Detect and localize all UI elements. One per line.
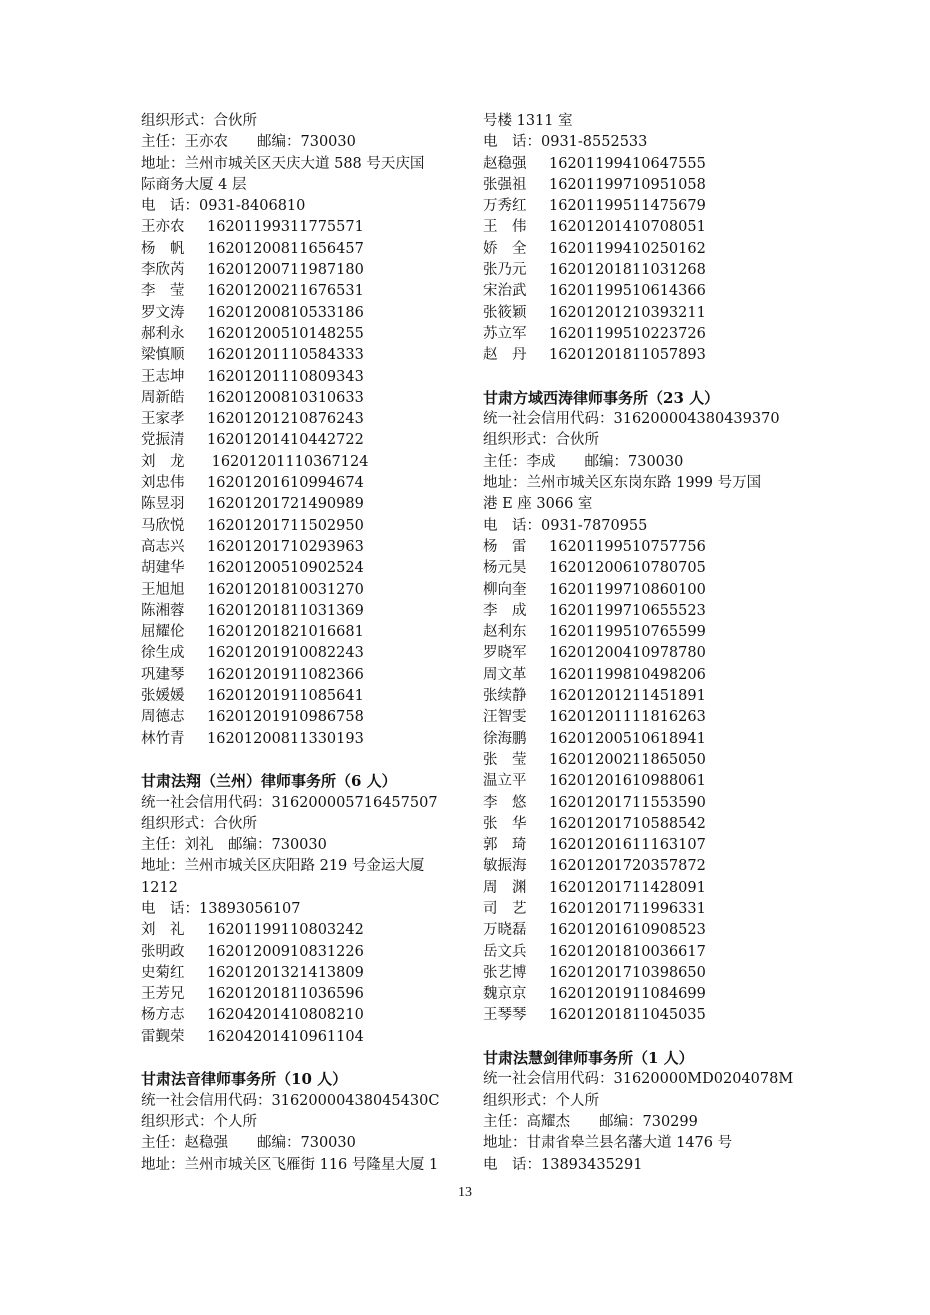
left-column — [141, 111, 461, 1176]
lawyer-name: 赵 丹 — [483, 347, 527, 364]
lawyer-row — [483, 175, 803, 196]
lawyer-row — [141, 516, 461, 537]
lawyer-row — [141, 494, 461, 515]
lawyer-name: 周 渊 — [483, 879, 527, 896]
license-number: 16201201911082366 — [207, 666, 364, 683]
license-number: 16201201810031270 — [207, 581, 364, 598]
lawyer-name: 张艺博 — [483, 964, 527, 981]
lawyer-name: 娇 全 — [483, 240, 527, 257]
lawyer-row — [141, 580, 461, 601]
lawyer-name: 敏振海 — [483, 858, 527, 875]
lawyer-name: 李 莹 — [141, 283, 185, 300]
license-number: 16201199510614366 — [549, 283, 706, 300]
license-number: 16201200811330193 — [207, 730, 364, 747]
lawyer-row — [141, 537, 461, 558]
lawyer-row — [483, 899, 803, 920]
license-number: 16201201911085641 — [207, 688, 364, 705]
license-number: 16201201910986758 — [207, 709, 364, 726]
address-line: 际商务大厦 4 层 — [141, 176, 247, 193]
lawyer-name: 汪智雯 — [483, 709, 527, 726]
lawyer-row — [483, 537, 803, 558]
license-number: 16201199710951058 — [549, 176, 706, 193]
license-number: 16201201811045035 — [549, 1007, 706, 1024]
firm-title: 甘肃法翔（兰州）律师事务所（6 人） — [141, 772, 397, 791]
lawyer-row — [141, 367, 461, 388]
lawyer-name: 徐生成 — [141, 645, 185, 662]
lawyer-row — [141, 686, 461, 707]
lawyer-list — [483, 537, 803, 1027]
license-number: 16201199710655523 — [549, 602, 706, 619]
license-number: 16201200510148255 — [207, 325, 364, 342]
address-line: 地址：兰州市城关区飞雁街 116 号隆星大厦 1 — [141, 1156, 439, 1173]
lawyer-name: 张乃元 — [483, 262, 527, 279]
license-number: 16201199410647555 — [549, 155, 706, 172]
lawyer-name: 郭 琦 — [483, 837, 527, 854]
license-number: 16201201111816263 — [549, 709, 706, 726]
credit-code: 统一社会信用代码：316200005716457507 — [141, 794, 438, 811]
license-number: 16201201610908523 — [549, 922, 706, 939]
lawyer-name: 罗文涛 — [141, 304, 185, 321]
address-line: 地址：兰州市城关区东岗东路 1999 号万国 — [483, 475, 762, 492]
lawyer-row — [141, 388, 461, 409]
lawyer-name: 李欣芮 — [141, 262, 185, 279]
license-number: 16201201721490989 — [207, 496, 364, 513]
director-postcode: 主任：李成 邮编：730030 — [483, 453, 684, 470]
license-number: 16201199510757756 — [549, 538, 706, 555]
license-number: 16201201110809343 — [207, 368, 364, 385]
lawyer-row — [483, 729, 803, 750]
license-number: 16201201811031369 — [207, 602, 364, 619]
lawyer-name: 王芳兄 — [141, 986, 185, 1003]
lawyer-row — [483, 196, 803, 217]
lawyer-row — [141, 260, 461, 281]
lawyer-name: 党振清 — [141, 432, 185, 449]
org-form: 组织形式：合伙所 — [483, 432, 599, 449]
license-number: 16201200510618941 — [549, 730, 706, 747]
lawyer-name: 赵利东 — [483, 624, 527, 641]
license-number: 16201201210393211 — [549, 304, 706, 321]
license-number: 16201201211451891 — [549, 688, 706, 705]
lawyer-name: 温立平 — [483, 773, 527, 790]
lawyer-row — [483, 665, 803, 686]
lawyer-name: 张强祖 — [483, 176, 527, 193]
lawyer-name: 罗晓军 — [483, 645, 527, 662]
license-number: 16201201811031268 — [549, 262, 706, 279]
license-number: 16201201610988061 — [549, 773, 706, 790]
lawyer-name: 张 莹 — [483, 751, 527, 768]
lawyer-name: 赵稳强 — [483, 155, 527, 172]
license-number: 16201200410978780 — [549, 645, 706, 662]
address-line: 1212 — [141, 879, 178, 896]
license-number: 16201201821016681 — [207, 624, 364, 641]
license-number: 16201200211676531 — [207, 283, 364, 300]
org-form: 组织形式：合伙所 — [141, 113, 257, 129]
lawyer-name: 王旭旭 — [141, 581, 185, 598]
lawyer-row — [141, 558, 461, 579]
license-number: 16201201710398650 — [549, 964, 706, 981]
license-number: 16201201321413809 — [207, 964, 364, 981]
license-number: 16201200910831226 — [207, 943, 364, 960]
lawyer-name: 岳文兵 — [483, 943, 527, 960]
lawyer-row — [483, 601, 803, 622]
lawyer-row — [483, 239, 803, 260]
lawyer-row — [483, 303, 803, 324]
license-number: 16201201110584333 — [207, 347, 364, 364]
license-number: 16201199110803242 — [207, 922, 364, 939]
license-number: 16201199510223726 — [549, 325, 706, 342]
lawyer-row — [483, 345, 803, 366]
lawyer-row — [483, 984, 803, 1005]
lawyer-name: 屈耀伦 — [141, 624, 185, 641]
lawyer-row — [141, 281, 461, 302]
lawyer-row — [141, 345, 461, 366]
credit-code: 统一社会信用代码：31620000438045430C — [141, 1092, 440, 1109]
lawyer-name: 王志坤 — [141, 368, 185, 385]
lawyer-name: 梁慎顺 — [141, 347, 185, 364]
lawyer-name: 刘忠伟 — [141, 475, 185, 492]
lawyer-name: 王亦农 — [141, 219, 185, 236]
license-number: 16201200211865050 — [549, 751, 706, 768]
lawyer-name: 张媛媛 — [141, 688, 185, 705]
lawyer-row — [141, 409, 461, 430]
lawyer-row — [141, 942, 461, 963]
lawyer-row — [483, 707, 803, 728]
lawyer-row — [483, 580, 803, 601]
lawyer-name: 周新皓 — [141, 389, 185, 406]
lawyer-name: 雷觐荣 — [141, 1028, 185, 1045]
license-number: 16201201611163107 — [549, 837, 706, 854]
lawyer-row — [141, 430, 461, 451]
lawyer-list — [141, 920, 461, 1048]
lawyer-row — [483, 643, 803, 664]
license-number: 16204201410961104 — [207, 1028, 364, 1045]
license-number: 16201201711996331 — [549, 900, 706, 917]
lawyer-name: 刘 龙 — [141, 453, 185, 470]
license-number: 16201199510765599 — [549, 624, 706, 641]
lawyer-row — [483, 260, 803, 281]
lawyer-row — [141, 622, 461, 643]
lawyer-row — [141, 984, 461, 1005]
lawyer-row — [141, 1027, 461, 1048]
org-form: 组织形式：个人所 — [483, 1092, 599, 1109]
lawyer-row — [483, 856, 803, 877]
lawyer-name: 刘 礼 — [141, 922, 185, 939]
lawyer-name: 陈湘蓉 — [141, 602, 185, 619]
lawyer-name: 徐海鹏 — [483, 730, 527, 747]
lawyer-row — [483, 750, 803, 771]
lawyer-row — [141, 473, 461, 494]
org-form: 组织形式：个人所 — [141, 1113, 257, 1130]
lawyer-row — [141, 217, 461, 238]
lawyer-row — [483, 154, 803, 175]
lawyer-name: 柳向奎 — [483, 581, 527, 598]
lawyer-row — [483, 878, 803, 899]
lawyer-name: 胡建华 — [141, 560, 185, 577]
license-number: 16201201910082243 — [207, 645, 364, 662]
address-line: 地址：甘肃省皋兰县名藩大道 1476 号 — [483, 1135, 733, 1152]
credit-code: 统一社会信用代码：31620000MD0204078M — [483, 1071, 794, 1088]
lawyer-row — [483, 1005, 803, 1026]
license-number: 16201201911084699 — [549, 986, 706, 1003]
lawyer-row — [141, 239, 461, 260]
lawyer-row — [141, 665, 461, 686]
phone: 电 话：0931-7870955 — [483, 517, 648, 534]
lawyer-name: 司 艺 — [483, 900, 527, 917]
license-number: 16201199410250162 — [549, 240, 706, 257]
lawyer-row — [483, 686, 803, 707]
lawyer-name: 王 伟 — [483, 219, 527, 236]
lawyer-row — [141, 920, 461, 941]
license-number: 16201201610994674 — [207, 475, 364, 492]
license-number: 16201200610780705 — [549, 560, 706, 577]
lawyer-row — [483, 920, 803, 941]
lawyer-name: 杨 帆 — [141, 240, 185, 257]
firm-title: 甘肃法慧剑律师事务所（1 人） — [483, 1049, 694, 1068]
lawyer-name: 苏立军 — [483, 325, 527, 342]
credit-code: 统一社会信用代码：316200004380439370 — [483, 411, 780, 428]
license-number: 16201201210876243 — [207, 411, 364, 428]
license-number: 16201199810498206 — [549, 666, 706, 683]
lawyer-name: 郝利永 — [141, 325, 185, 342]
director-postcode: 主任：刘礼 邮编：730030 — [141, 837, 327, 854]
lawyer-name: 马欣悦 — [141, 517, 185, 534]
license-number: 16201201710293963 — [207, 538, 364, 555]
license-number: 16201199710860100 — [549, 581, 706, 598]
license-number: 16204201410808210 — [207, 1007, 364, 1024]
license-number: 16201200810533186 — [207, 304, 364, 321]
lawyer-row — [483, 771, 803, 792]
lawyer-name: 杨方志 — [141, 1007, 185, 1024]
phone: 电 话：0931-8552533 — [483, 134, 648, 151]
lawyer-name: 魏京京 — [483, 986, 527, 1003]
lawyer-list — [483, 154, 803, 367]
lawyer-name: 张续静 — [483, 688, 527, 705]
lawyer-row — [483, 281, 803, 302]
lawyer-row — [483, 942, 803, 963]
license-number: 16201200811656457 — [207, 240, 364, 257]
lawyer-name: 杨 雷 — [483, 538, 527, 555]
license-number: 16201201410708051 — [549, 219, 706, 236]
lawyer-row — [483, 963, 803, 984]
license-number: 16201200810310633 — [207, 389, 364, 406]
license-number: 16201201110367124 — [207, 453, 369, 470]
lawyer-row — [483, 558, 803, 579]
address-line: 港 E 座 3066 室 — [483, 496, 593, 513]
lawyer-name: 万秀红 — [483, 198, 527, 215]
license-number: 16201199511475679 — [549, 198, 706, 215]
org-form: 组织形式：合伙所 — [141, 815, 257, 832]
lawyer-row — [141, 1005, 461, 1026]
lawyer-name: 李 悠 — [483, 794, 527, 811]
director-postcode: 主任：王亦农 邮编：730030 — [141, 134, 356, 151]
lawyer-name: 史菊红 — [141, 964, 185, 981]
lawyer-row — [141, 643, 461, 664]
license-number: 16201201720357872 — [549, 858, 706, 875]
lawyer-row — [483, 835, 803, 856]
phone: 电 话：0931-8406810 — [141, 198, 306, 215]
lawyer-row — [141, 601, 461, 622]
license-number: 16201200510902524 — [207, 560, 364, 577]
lawyer-row — [141, 729, 461, 750]
lawyer-name: 巩建琴 — [141, 666, 185, 683]
license-number: 16201200711987180 — [207, 262, 364, 279]
lawyer-row — [483, 814, 803, 835]
lawyer-name: 周文革 — [483, 666, 527, 683]
license-number: 16201201811057893 — [549, 347, 706, 364]
address-line: 地址：兰州市城关区天庆大道 588 号天庆国 — [141, 155, 425, 172]
license-number: 16201201711502950 — [207, 517, 364, 534]
lawyer-name: 张筱颖 — [483, 304, 527, 321]
lawyer-name: 张明政 — [141, 943, 185, 960]
director-postcode: 主任：高耀杰 邮编：730299 — [483, 1113, 698, 1130]
lawyer-name: 张 华 — [483, 815, 527, 832]
lawyer-name: 周德志 — [141, 709, 185, 726]
license-number: 16201199311775571 — [207, 219, 364, 236]
lawyer-row — [141, 707, 461, 728]
license-number: 16201201811036596 — [207, 986, 364, 1003]
lawyer-row — [483, 324, 803, 345]
lawyer-row — [141, 963, 461, 984]
license-number: 16201201711553590 — [549, 794, 706, 811]
lawyer-row — [141, 303, 461, 324]
page-number: 13 — [458, 1185, 472, 1200]
firm-title: 甘肃方域西涛律师事务所（23 人） — [483, 388, 720, 407]
firm-title: 甘肃法音律师事务所（10 人） — [141, 1070, 348, 1089]
lawyer-name: 陈昱羽 — [141, 496, 185, 513]
lawyer-name: 林竹青 — [141, 730, 185, 747]
lawyer-list — [141, 217, 461, 749]
right-column — [483, 111, 803, 1176]
lawyer-name: 高志兴 — [141, 538, 185, 555]
license-number: 16201201711428091 — [549, 879, 706, 896]
lawyer-row — [483, 622, 803, 643]
phone: 电 话：13893435291 — [483, 1156, 643, 1173]
lawyer-name: 杨元昊 — [483, 560, 527, 577]
lawyer-name: 万晓磊 — [483, 922, 527, 939]
lawyer-name: 王家孝 — [141, 411, 185, 428]
phone: 电 话：13893056107 — [141, 900, 301, 917]
license-number: 16201201810036617 — [549, 943, 706, 960]
lawyer-row — [141, 452, 461, 473]
lawyer-row — [483, 217, 803, 238]
lawyer-row — [141, 324, 461, 345]
address-line: 地址：兰州市城关区庆阳路 219 号金运大厦 — [141, 858, 425, 875]
license-number: 16201201710588542 — [549, 815, 706, 832]
lawyer-name: 王琴琴 — [483, 1007, 527, 1024]
address-line: 号楼 1311 室 — [483, 113, 573, 129]
license-number: 16201201410442722 — [207, 432, 364, 449]
lawyer-row — [483, 793, 803, 814]
director-postcode: 主任：赵稳强 邮编：730030 — [141, 1135, 356, 1152]
lawyer-name: 李 成 — [483, 602, 527, 619]
lawyer-name: 宋治武 — [483, 283, 527, 300]
